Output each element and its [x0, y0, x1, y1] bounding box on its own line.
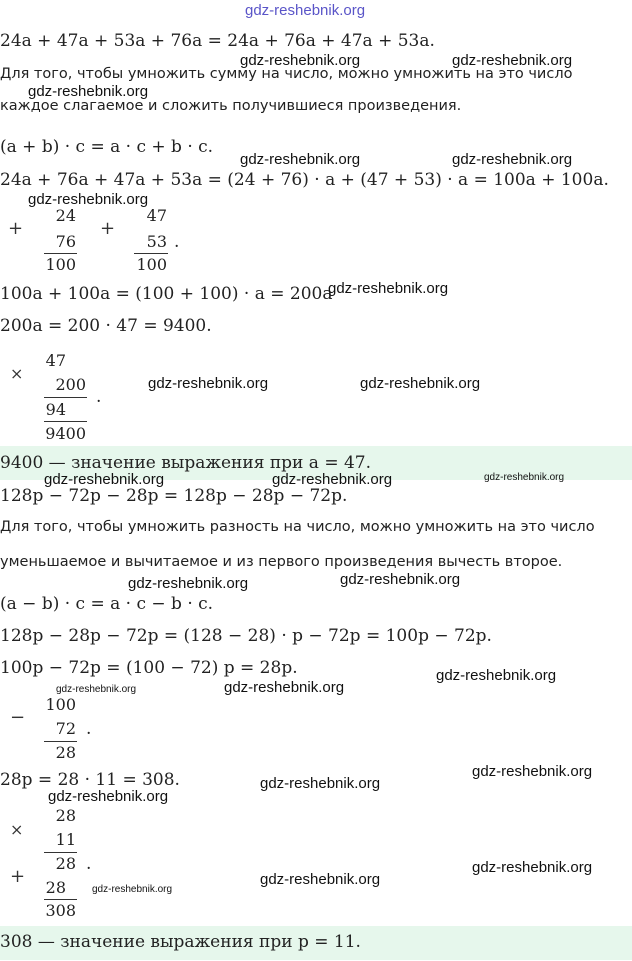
watermark: gdz-reshebnik.org: [28, 83, 149, 100]
times-sign: ×: [10, 820, 24, 839]
times-sign: ×: [10, 364, 24, 383]
rule-text-line: Для того, чтобы умножить сумму на число, можно умножить на это число: [0, 66, 573, 82]
watermark: gdz-reshebnik.org: [92, 884, 173, 895]
watermark: gdz-reshebnik.org: [260, 775, 381, 792]
sum-result: 100: [136, 255, 167, 274]
partial-product: 94: [45, 400, 66, 419]
watermark: gdz-reshebnik.org: [452, 52, 573, 69]
minus-sign: −: [10, 707, 26, 728]
answer-text: 9400 — значение выражения при a = 47.: [0, 453, 372, 473]
sum-line: [134, 253, 168, 254]
watermark: gdz-reshebnik.org: [56, 684, 137, 695]
distributive-law: (a + b) · c = a · c + b · c.: [0, 137, 214, 157]
product-result: 308: [45, 901, 76, 920]
equation-evaluate: 200a = 200 · 47 = 9400.: [0, 316, 212, 336]
watermark: gdz-reshebnik.org: [260, 871, 381, 888]
addend: 76: [55, 232, 76, 251]
sum-line: [44, 899, 77, 900]
period: .: [86, 719, 92, 739]
sum-result: 100: [45, 255, 76, 274]
period: .: [96, 387, 102, 407]
partial-product: 28: [55, 854, 76, 873]
sum-line: [44, 253, 77, 254]
watermark: gdz-reshebnik.org: [472, 859, 593, 876]
period: .: [174, 232, 180, 252]
rule-text-line: каждое слагаемое и сложить получившиеся произведения.: [0, 98, 462, 114]
watermark: gdz-reshebnik.org: [48, 788, 169, 805]
period: .: [86, 854, 92, 874]
product-line: [44, 852, 77, 853]
addend: 53: [146, 232, 167, 251]
addend: 47: [146, 206, 167, 225]
plus-sign: +: [8, 218, 24, 239]
equation-grouping: 24a + 76a + 47a + 53a = (24 + 76) · a + (47 + 53) · a = 100a + 100a.: [0, 170, 609, 190]
subtrahend: 72: [55, 719, 76, 738]
watermark: gdz-reshebnik.org: [128, 575, 249, 592]
equation-rearrange: 128p − 72p − 28p = 128p − 28p − 72p.: [0, 486, 348, 506]
answer-text: 308 — значение выражения при p = 11.: [0, 932, 361, 952]
rule-text-line: Для того, чтобы умножить разность на число, можно умножить на это число: [0, 519, 595, 535]
watermark: gdz-reshebnik.org: [240, 52, 361, 69]
product-result: 9400: [45, 424, 86, 443]
watermark: gdz-reshebnik.org: [28, 191, 149, 208]
watermark: gdz-reshebnik.org: [472, 763, 593, 780]
factor: 47: [45, 351, 66, 370]
watermark: gdz-reshebnik.org: [360, 375, 481, 392]
equation-sum: 100a + 100a = (100 + 100) · a = 200a: [0, 284, 333, 304]
equation-grouping: 128p − 28p − 72p = (128 − 28) · p − 72p = 100p − 72p.: [0, 626, 492, 646]
watermark: gdz-reshebnik.org: [340, 571, 461, 588]
watermark: gdz-reshebnik.org: [484, 472, 565, 483]
minuend: 100: [45, 695, 76, 714]
distributive-law: (a − b) · c = a · c − b · c.: [0, 594, 214, 614]
watermark: gdz-reshebnik.org: [44, 471, 165, 488]
plus-sign: +: [100, 218, 116, 239]
equation-evaluate: 28p = 28 · 11 = 308.: [0, 770, 180, 790]
watermark: gdz-reshebnik.org: [224, 679, 345, 696]
watermark: gdz-reshebnik.org: [272, 471, 393, 488]
addend: 24: [55, 206, 76, 225]
factor: 28: [55, 806, 76, 825]
watermark: gdz-reshebnik.org: [328, 280, 449, 297]
product-line: [44, 421, 87, 422]
watermark: gdz-reshebnik.org: [240, 151, 361, 168]
plus-sign: +: [10, 866, 26, 887]
difference-line: [44, 741, 77, 742]
watermark: gdz-reshebnik.org: [436, 667, 557, 684]
factor: 200: [55, 375, 86, 394]
equation-subtract: 100p − 72p = (100 − 72) p = 28p.: [0, 658, 298, 678]
site-watermark-top: gdz-reshebnik.org: [245, 2, 366, 19]
difference-result: 28: [55, 743, 76, 762]
watermark: gdz-reshebnik.org: [452, 151, 573, 168]
rule-text-line: уменьшаемое и вычитаемое и из первого произведения вычесть второе.: [0, 554, 563, 570]
product-line: [44, 397, 87, 398]
equation-rearrange: 24a + 47a + 53a + 76a = 24a + 76a + 47a + 53a.: [0, 31, 435, 51]
partial-product: 28: [45, 878, 66, 897]
factor: 11: [55, 830, 76, 849]
watermark: gdz-reshebnik.org: [148, 375, 269, 392]
